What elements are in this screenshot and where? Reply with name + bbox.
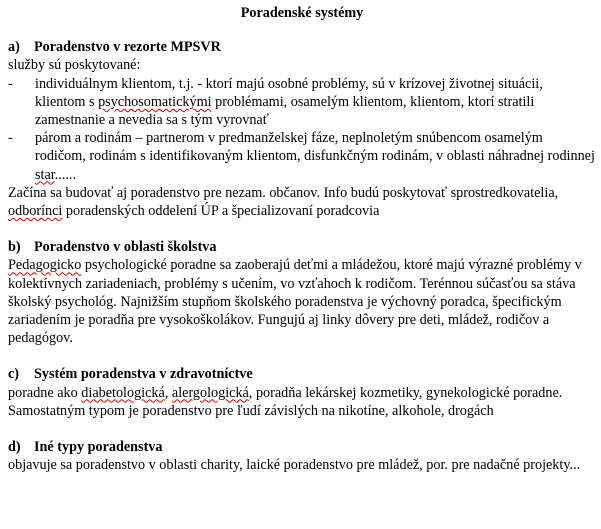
- section-letter: c): [8, 366, 20, 383]
- section-title: Poradenstvo v oblasti školstva: [34, 239, 217, 256]
- section-heading: [8, 365, 596, 383]
- paragraph-text: poradenských oddelení ÚP a špecializovaní poradcovia: [62, 203, 380, 220]
- section-outro: [8, 184, 596, 220]
- paragraph-text: psychologické poradne sa zaoberajú deťmi a mládežou, ktoré majú výrazné problémy v kolektívnych zariadeniach, problémy s učením, vo vzťahoch k rodičom. Terénnou súčasťou sa stáva školský psychológ. Najnižším stupňom školského poradenstva je výchovný poradca, špecifickým zariadením je poradňa pre vysokoškolákov. Fungujú aj linky dôvery pre deti, mládež, rodičov a pedagógov.: [8, 257, 582, 347]
- paragraph-text: , poradňa lekárskej kozmetiky, gynekologické poradne. Samostatným typom je poradenstvo pre ľudí závislých na nikotíne, alkohole, drogách: [8, 384, 563, 419]
- section-d: [8, 438, 596, 474]
- section-b: [8, 238, 596, 347]
- list-item: [8, 75, 596, 130]
- paragraph-text: Začína sa budovať aj poradenstvo pre nezam. občanov. Info budú poskytovať sprostredkovatelia,: [8, 184, 559, 201]
- item-text: problémami, osamelým klientom, klientom, ktorí stratili zamestnanie a nevedia sa s tým vyrovnať: [35, 93, 535, 129]
- dash-list: [8, 75, 596, 184]
- section-intro: služby sú poskytované:: [8, 57, 141, 74]
- section-a: [8, 38, 596, 220]
- section-heading: [8, 38, 596, 56]
- section-title: Systém poradenstva v zdravotníctve: [34, 366, 253, 383]
- paragraph-text: ,: [164, 384, 172, 401]
- list-item: [8, 129, 596, 184]
- section-paragraph: [8, 384, 596, 420]
- misspelled-word: diabetologická: [81, 384, 165, 401]
- misspelled-word: Pedagogicko: [8, 257, 82, 274]
- section-paragraph: [8, 256, 596, 347]
- document-page: [8, 4, 596, 474]
- section-letter: a): [8, 39, 20, 56]
- section-title: Poradenstvo v rezorte MPSVR: [34, 39, 221, 56]
- misspelled-word: odborínci: [8, 203, 63, 220]
- paragraph-text: poradne ako: [8, 384, 82, 401]
- section-letter: b): [8, 239, 21, 256]
- document-title: Poradenské systémy: [240, 5, 364, 21]
- item-text: ......: [54, 166, 76, 183]
- section-letter: d): [8, 439, 21, 456]
- section-heading: [8, 438, 596, 456]
- section-title: Iné typy poradenstva: [34, 439, 163, 456]
- item-text: párom a rodinám – partnerom v predmanželskej fáze, neplnoletým snúbencom osamelým rodičom, rodinám s identifikovaným klientom, disfunkčným rodinám, v oblasti náhradnej rodinnej: [35, 130, 595, 165]
- misspelled-word: psychosomatickými: [98, 93, 212, 110]
- section-c: [8, 365, 596, 420]
- misspelled-word: star: [35, 166, 55, 183]
- misspelled-word: alergologická: [171, 384, 249, 401]
- item-text: individuálnym klientom, t.j. - ktorí majú osobné problémy, sú v krízovej životnej situácii, klientom s: [35, 75, 543, 110]
- section-paragraph: objavuje sa poradenstvo v oblasti charity, laické poradenstvo pre mládež, por. pre nadačné projekty...: [8, 457, 581, 474]
- section-heading: [8, 238, 596, 256]
